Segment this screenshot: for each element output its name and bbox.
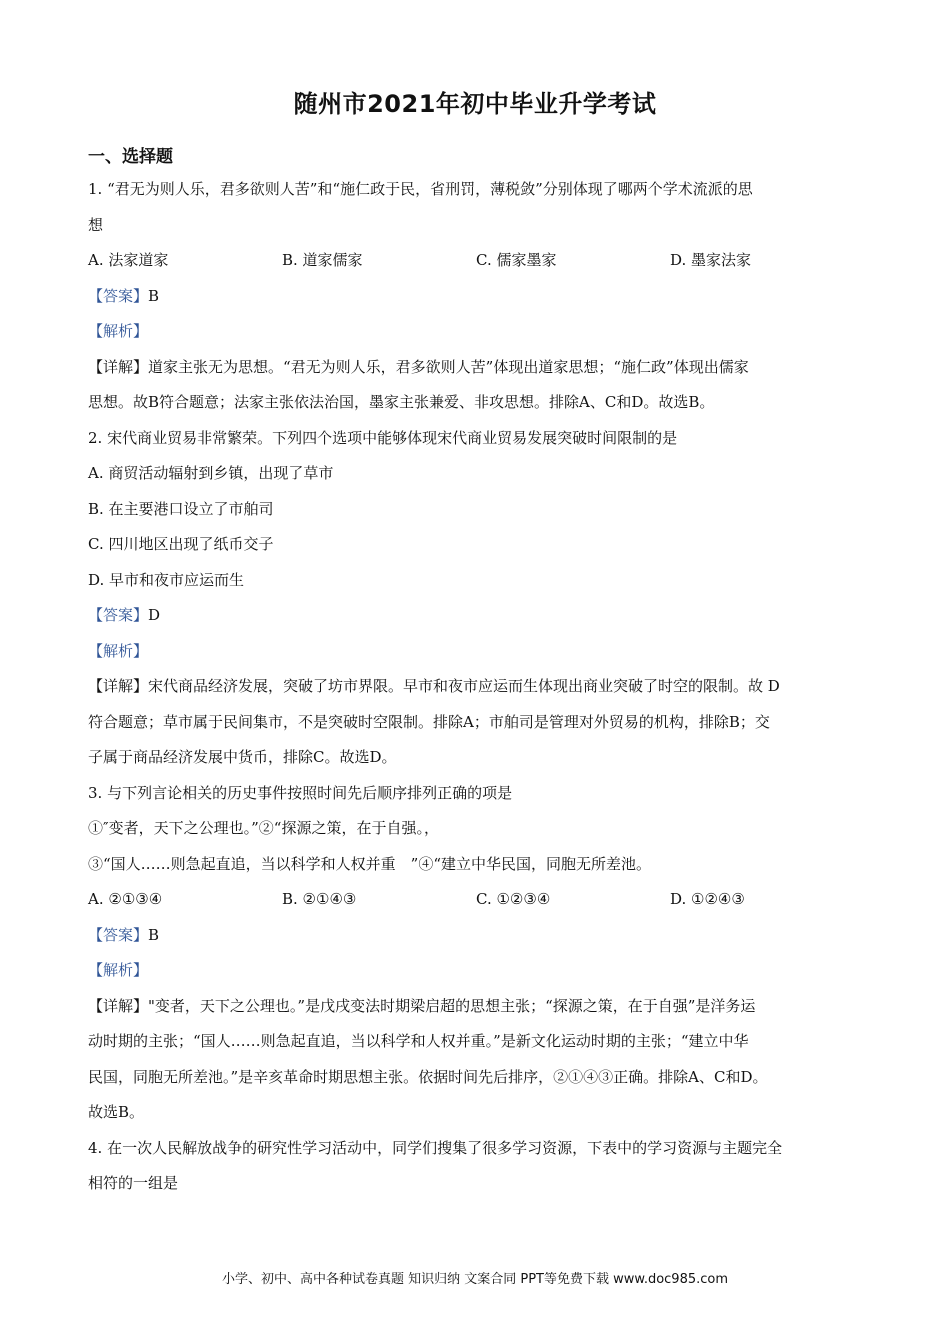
q3-option-c: C. ①②③④ <box>476 890 551 908</box>
detail-text: "变者，天下之公理也。”是戊戌变法时期梁启超的思想主张；“探源之策，在于自强”是洋务运 <box>148 996 756 1015</box>
q3-quote-line1: ①″变者，天下之公理也。”②“探源之策，在于自强。， <box>88 819 439 837</box>
answer-value: B <box>148 925 160 944</box>
detail-tag: 【详解】 <box>88 357 149 376</box>
page-footer: 小学、初中、高中各种试卷真题 知识归纳 文案合同 PPT等免费下载 www.doc985.com <box>221 1272 729 1287</box>
q3-analysis-tag: 【解析】 <box>88 961 149 979</box>
q3-quote-line2: ③“国人……则急起直追，当以科学和人权并重 ”④“建立中华民国，同胞无所差池。 <box>88 854 652 873</box>
detail-text: 宋代商品经济发展，突破了坊市界限。早市和夜市应运而生体现出商业突破了时空的限制。故 D <box>148 677 780 695</box>
content-body <box>88 172 864 1202</box>
q2-analysis-tag: 【解析】 <box>88 641 149 660</box>
q1-analysis-tag: 【解析】 <box>88 322 149 340</box>
q3-option-d: D. ①②④③ <box>670 890 745 908</box>
q1-options <box>88 243 864 279</box>
q3-option-a: A. ②①③④ <box>88 890 163 908</box>
q3-options <box>88 882 864 918</box>
page-title: 随州市2021年初中毕业升学考试 <box>293 90 657 118</box>
q1-option-a: A. 法家道家 <box>88 251 169 269</box>
q2-answer <box>88 598 864 634</box>
answer-tag: 【答案】 <box>88 606 149 624</box>
answer-tag: 【答案】 <box>88 925 149 944</box>
q2-option-a: A. 商贸活动辐射到乡镇，出现了草市 <box>88 464 334 482</box>
q1-detail-line1 <box>88 350 864 386</box>
q1-stem-line1: 1. “君无为则人乐，君多欲则人苦”和“施仁政于民，省刑罚，薄税敛”分别体现了哪两个学术流派的思 <box>88 180 753 198</box>
q2-stem: 2. 宋代商业贸易非常繁荣。下列四个选项中能够体现宋代商业贸易发展突破时间限制的是 <box>88 428 678 447</box>
detail-tag: 【详解】 <box>88 996 149 1015</box>
q2-detail-line3: 子属于商品经济发展中货币，排除C。故选D。 <box>88 748 397 766</box>
q1-option-c: C. 儒家墨家 <box>476 251 557 269</box>
q3-detail-line2: 动时期的主张；“国人……则急起直追，当以科学和人权并重。”是新文化运动时期的主张；“建立中华 <box>88 1032 749 1050</box>
q3-detail-line1 <box>88 989 864 1025</box>
answer-tag: 【答案】 <box>88 286 149 305</box>
q1-option-d: D. 墨家法家 <box>670 251 752 269</box>
q2-option-c: C. 四川地区出现了纸币交子 <box>88 535 274 553</box>
answer-value: B <box>148 286 160 305</box>
q4-stem-line1: 4. 在一次人民解放战争的研究性学习活动中，同学们搜集了很多学习资源，下表中的学习资源与主题完全 <box>88 1138 783 1157</box>
q3-detail-line4: 故选B。 <box>88 1103 145 1121</box>
detail-tag: 【详解】 <box>88 677 149 695</box>
q1-stem-line2: 想 <box>88 215 104 234</box>
q4-stem-line2: 相符的一组是 <box>88 1174 179 1192</box>
q1-option-b: B. 道家儒家 <box>282 251 363 269</box>
q2-detail-line1 <box>88 669 864 705</box>
q3-option-b: B. ②①④③ <box>282 890 357 908</box>
section-heading: 一、选择题 <box>88 147 173 167</box>
q3-stem: 3. 与下列言论相关的历史事件按照时间先后顺序排列正确的项是 <box>88 783 513 802</box>
q3-answer <box>88 918 864 954</box>
answer-value: D <box>148 606 161 624</box>
detail-text: 道家主张无为思想。“君无为则人乐，君多欲则人苦”体现出道家思想；“施仁政”体现出儒家 <box>148 357 749 376</box>
q2-detail-line2: 符合题意；草市属于民间集市，不是突破时空限制。排除A；市舶司是管理对外贸易的机构，排除B；交 <box>88 712 770 731</box>
q1-detail-line2: 思想。故B符合题意；法家主张依法治国，墨家主张兼爱、非攻思想。排除A、C和D。故选B。 <box>88 393 715 411</box>
q2-option-b: B. 在主要港口设立了市舶司 <box>88 499 274 518</box>
q2-option-d: D. 早市和夜市应运而生 <box>88 570 245 589</box>
q3-detail-line3: 民国，同胞无所差池。”是辛亥革命时期思想主张。依据时间先后排序，②①④③正确。排除A、C和D。 <box>88 1067 768 1086</box>
q1-answer <box>88 279 864 315</box>
